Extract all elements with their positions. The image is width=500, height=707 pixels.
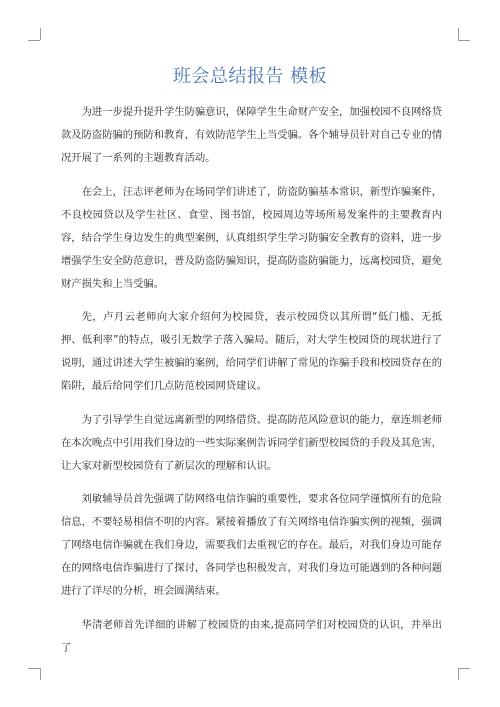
paragraph-lu: 先，卢月云老师向大家介绍何为校园贷，表示校园贷以其所谓“低门槛、无抵押、低利率”的特点，吸引无数学子落入骗局。随后，对大学生校园贷的现状进行了说明，通过讲述大学生被骗的案例，给同学们讲解了常见的诈骗手段和校园贷存在的陷阱，最后给同学们几点防范校园网贷建议。: [61, 311, 442, 393]
paragraph-zhang: 为了引导学生自觉远离新型的网络借贷、提高防范风险意识的能力，章连圳老师在本次晚点中引用我们身边的一些实际案例告诉同学们新型校园贷的手段及其危害，让大家对新型校园贷有了新层次的理解和认识。: [61, 413, 442, 472]
paragraph-intro: 为进一步提升提升学生防骗意识，保障学生生命财产安全，加强校园不良网络贷款及防盗防骗的预防和教育，有效防范学生上当受骗。各个辅导员针对自己专业的情况开展了一系列的主题教育活动。: [61, 106, 442, 164]
paragraph-wang: 在会上，汪志评老师为在场同学们讲述了，防盗防骗基本常识，新型诈骗案件，不良校园贷以及学生社区、食堂、图书馆，校园周边等场所易发案件的主要教育内容，结合学生身边发生的典型案例，认真组织学生学习防骗安全教育的资料，进一步增强学生安全防范意识，普及防盗防骗知识，提高防盗防骗能力，远离校园贷，避免财产损失和上当受骗。: [61, 185, 442, 290]
paragraph-liu: 刘敏辅导员首先强调了防网络电信诈骗的重要性，要求各位同学谨慎所有的危险信息，不要轻易相信不明的内容。紧接着播放了有关网络电信诈骗实例的视频，强调了网络电信诈骗就在我们身边，需要我们去重视它的存在。最后，对我们身边可能存在的网络电信诈骗进行了探讨，各同学也积极发言，对我们身边可能遇到的各种问题进行了详尽的分析，班会圆满结束。: [61, 493, 442, 598]
paragraph-hua: 华清老师首先详细的讲解了校园贷的由来,提高同学们对校园贷的认识，并举出了: [61, 618, 442, 654]
document-body: [61, 101, 442, 671]
document-title: 班会总结报告 模板: [172, 66, 328, 87]
